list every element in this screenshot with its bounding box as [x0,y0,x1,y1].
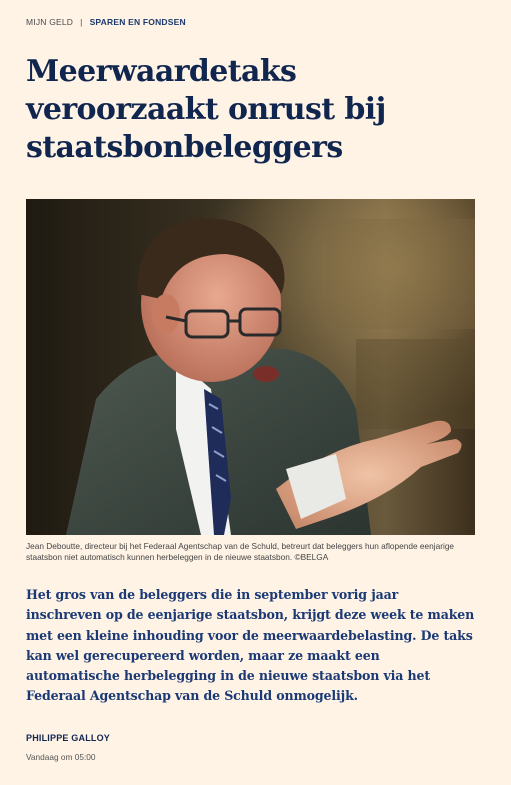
photo-caption: Jean Deboutte, directeur bij het Federaal Agentschap van de Schuld, betreurt dat beleggers hun aflopende eenjarige staatsbon niet automatisch kunnen herbeleggen in de nieuwe staatsbon. ©BELGA [26,541,455,562]
breadcrumb-link-mijn-geld[interactable]: MIJN GELD [26,17,74,27]
author-name[interactable]: PHILIPPE GALLOY [26,733,111,743]
breadcrumb-separator: | [80,17,83,27]
breadcrumb [26,17,186,27]
breadcrumb-link-sparen-en-fondsen[interactable]: SPAREN EN FONDSEN [89,17,186,27]
article-photo [26,199,475,535]
article-headline: Meerwaardetaks veroorzaakt onrust bij staatsbonbeleggers [26,54,386,165]
article-lead: Het gros van de beleggers die in september vorig jaar inschreven op de eenjarige staatsbon, krijgt deze week te maken met een kleine inhouding voor de meerwaardebelasting. De taks kan wel gerecupereerd worden, maar ze maakt een automatische herbelegging in de nieuwe staatsbon via het Federaal Agentschap van de Schuld onmogelijk. [26,587,475,704]
publish-time: Vandaag om 05:00 [26,752,96,762]
